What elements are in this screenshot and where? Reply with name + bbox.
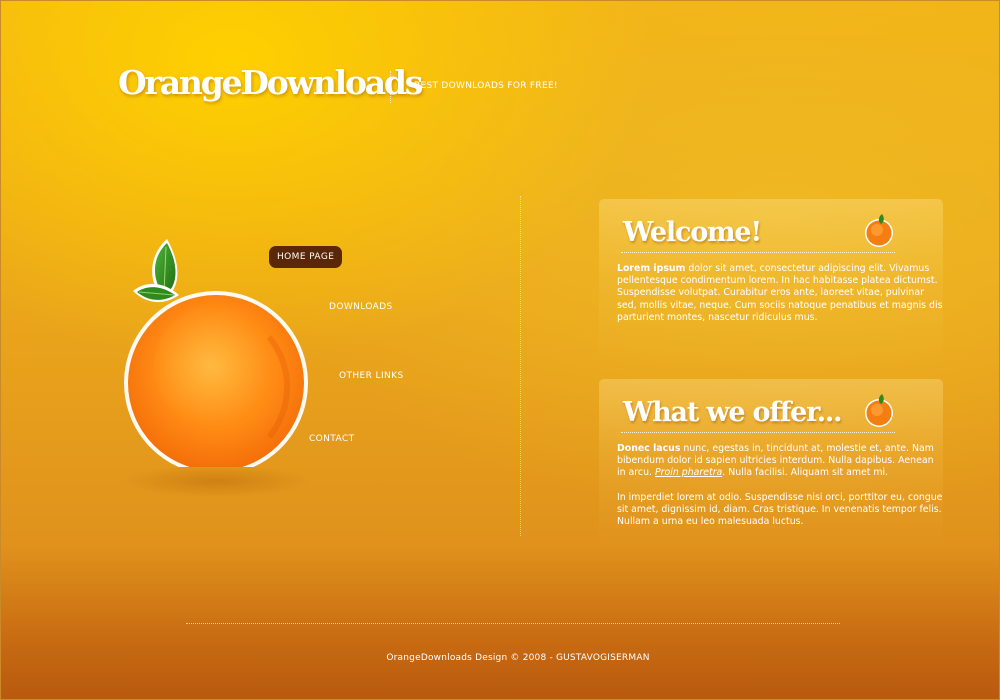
- nav-home-page[interactable]: HOME PAGE: [269, 246, 342, 268]
- site-tagline: BEST DOWNLOADS FOR FREE!: [414, 81, 558, 91]
- offer-text: [617, 443, 943, 528]
- offer-lead: Donec lacus: [617, 443, 681, 454]
- offer-title: What we offer...: [623, 397, 842, 428]
- offer-paragraph-2: In imperdiet lorem at odio. Suspendisse nisi orci, porttitor eu, congue sit amet, dignissim id, diam. Cras tristique. In venenatis tempor felis. Nullam a urna eu leo malesuada luctus.: [617, 491, 943, 528]
- welcome-panel: [599, 199, 943, 369]
- welcome-body: dolor sit amet, consectetur adipiscing elit. Vivamus pellentesque condimentum lorem. In hac habitasse platea dictumst. Suspendisse volutpat. Curabitur eros ante, laoreet vitae, pulvinar sed, mollis vitae, neque. Cum sociis natoque penatibus et magnis dis parturient montes, nascetur ridiculus mus.: [617, 263, 943, 323]
- footer-copyright: OrangeDownloads Design © 2008 - GUSTAVOGISERMAN: [386, 653, 650, 663]
- offer-title-underline: [621, 432, 895, 433]
- nav-downloads[interactable]: DOWNLOADS: [329, 302, 393, 312]
- welcome-text: [617, 263, 943, 324]
- welcome-lead: Lorem ipsum: [617, 263, 686, 274]
- offer-panel: [599, 379, 943, 549]
- offer-body-end: . Nulla facilisi. Aliquam sit amet mi.: [722, 467, 889, 479]
- orange-fruit-icon: [119, 237, 319, 467]
- header-divider: [390, 71, 391, 103]
- welcome-title: Welcome!: [623, 217, 762, 248]
- orange-shadow: [123, 465, 309, 497]
- orange-illustration: [119, 237, 319, 507]
- nav-other-links[interactable]: OTHER LINKS: [339, 371, 404, 381]
- site-logo[interactable]: OrangeDownloads: [118, 63, 422, 102]
- offer-body-start: nunc, egestas in, tincidunt at, molestie et, ante. Nam bibendum dolor id sapien ultricies interdum. Nulla dapibus. Aenean in arcu.: [617, 443, 934, 479]
- proin-pharetra-link[interactable]: Proin pharetra: [654, 467, 723, 479]
- footer-divider: [186, 623, 840, 624]
- column-divider: [520, 196, 521, 536]
- orange-icon: [863, 393, 895, 429]
- welcome-title-underline: [621, 252, 895, 253]
- orange-icon: [863, 213, 895, 249]
- nav-contact[interactable]: CONTACT: [309, 434, 355, 444]
